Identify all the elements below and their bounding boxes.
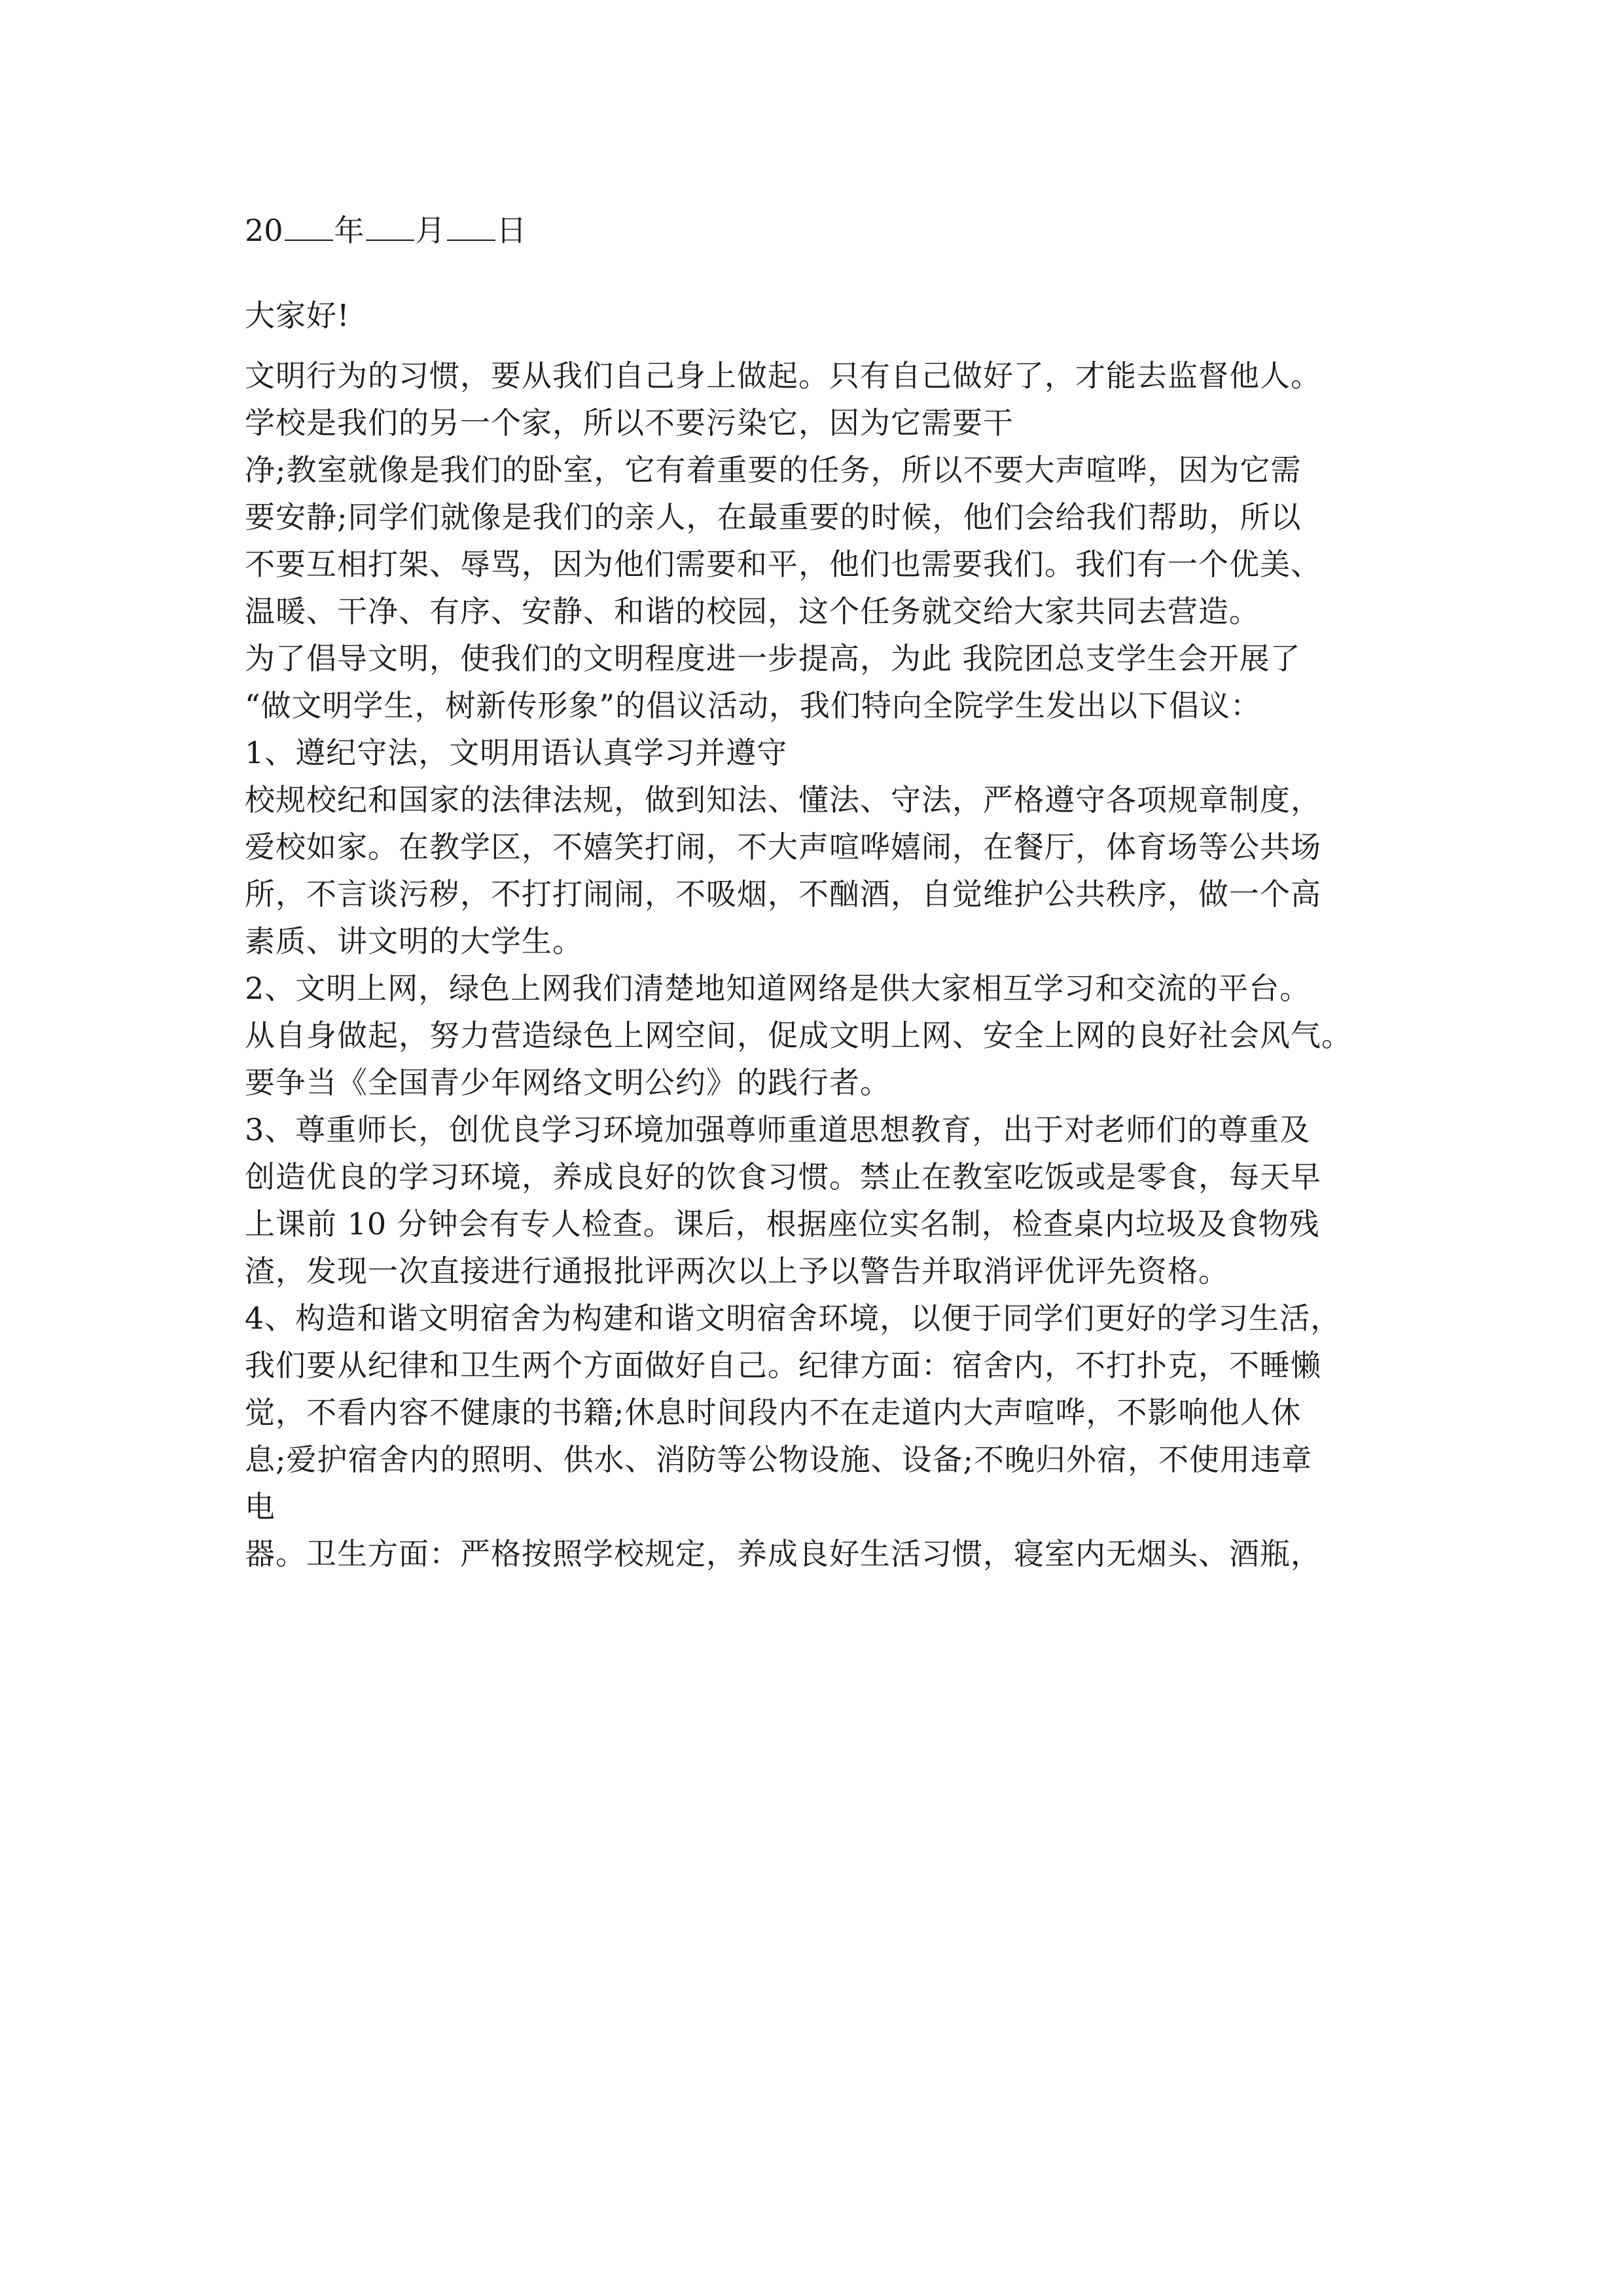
body-line: 所，不言谈污秽，不打打闹闹，不吸烟，不酗酒，自觉维护公共秩序，做一个高: [245, 876, 1321, 912]
list-item-heading: 4、构造和谐文明宿舍为构建和谐文明宿舍环境，以便于同学们更好的学习生活，: [245, 1300, 1342, 1336]
date-day-blank: [447, 213, 495, 241]
body-line: 要争当《全国青少年网络文明公约》的践行者。: [245, 1065, 891, 1100]
body-line: 电: [245, 1489, 276, 1524]
body-line: 素质、讲文明的大学生。: [245, 924, 583, 959]
body-line: 温暖、干净、有序、安静、和谐的校园，这个任务就交给大家共同去营造。: [245, 594, 1260, 629]
date-month-blank: [366, 213, 414, 241]
list-item-heading: 2、文明上网，绿色上网我们清楚地知道网络是供大家相互学习和交流的平台。: [245, 971, 1311, 1006]
body-line: 器。卫生方面：严格按照学校规定，养成良好生活习惯，寝室内无烟头、酒瓶，: [245, 1536, 1321, 1571]
body-line: 学校是我们的另一个家，所以不要污染它，因为它需要干: [245, 405, 1014, 440]
body-line: 渣，发现一次直接进行通报批评两次以上予以警告并取消评优评先资格。: [245, 1253, 1229, 1289]
body-line: 校规校纪和国家的法律法规，做到知法、懂法、守法，严格遵守各项规章制度，: [245, 782, 1321, 817]
body-line: 文明行为的习惯，要从我们自己身上做起。只有自己做好了，才能去监督他人。: [245, 358, 1321, 393]
date-year-prefix: 20: [245, 213, 283, 248]
body-line: “做文明学生，树新传形象”的倡议活动，我们特向全院学生发出以下倡议：: [245, 688, 1262, 723]
date-day-label: 日: [496, 213, 527, 248]
date-month-label: 月: [415, 213, 446, 248]
body-line: 创造优良的学习环境，养成良好的饮食习惯。禁止在教室吃饭或是零食，每天早: [245, 1159, 1321, 1194]
date-year-label: 年: [334, 213, 365, 248]
body-line: 为了倡导文明，使我们的文明程度进一步提高，为此 我院团总支学生会开展了: [245, 641, 1301, 676]
body-line: 我们要从纪律和卫生两个方面做好自己。纪律方面：宿舍内，不打扑克，不睡懒: [245, 1348, 1321, 1383]
greeting: 大家好!: [245, 298, 350, 333]
body-line: 息;爱护宿舍内的照明、供水、消防等公物设施、设备;不晚归外宿，不使用违章: [245, 1442, 1312, 1477]
body-line: 上课前 10 分钟会有专人检查。课后，根据座位实名制，检查桌内垃圾及食物残: [245, 1206, 1320, 1242]
list-item-heading: 3、尊重师长，创优良学习环境加强尊师重道思想教育，出于对老师们的尊重及: [245, 1112, 1311, 1147]
date-line: [245, 212, 527, 249]
list-item-heading: 1、遵纪守法，文明用语认真学习并遵守: [245, 735, 788, 770]
body-line: 要安静;同学们就像是我们的亲人，在最重要的时候，他们会给我们帮助，所以: [245, 499, 1302, 535]
body-line: 爱校如家。在教学区，不嬉笑打闹，不大声喧哗嬉闹，在餐厅，体育场等公共场: [245, 829, 1321, 865]
body-line: 不要互相打架、辱骂，因为他们需要和平，他们也需要我们。我们有一个优美、: [245, 547, 1321, 582]
body-line: 净;教室就像是我们的卧室，它有着重要的任务，所以不要大声喧哗，因为它需: [245, 452, 1302, 488]
body-line: 从自身做起，努力营造绿色上网空间，促成文明上网、安全上网的良好社会风气。: [245, 1018, 1352, 1053]
date-year-blank: [285, 213, 333, 241]
body-line: 觉，不看内容不健康的书籍;休息时间段内不在走道内大声喧哗，不影响他人休: [245, 1395, 1302, 1430]
